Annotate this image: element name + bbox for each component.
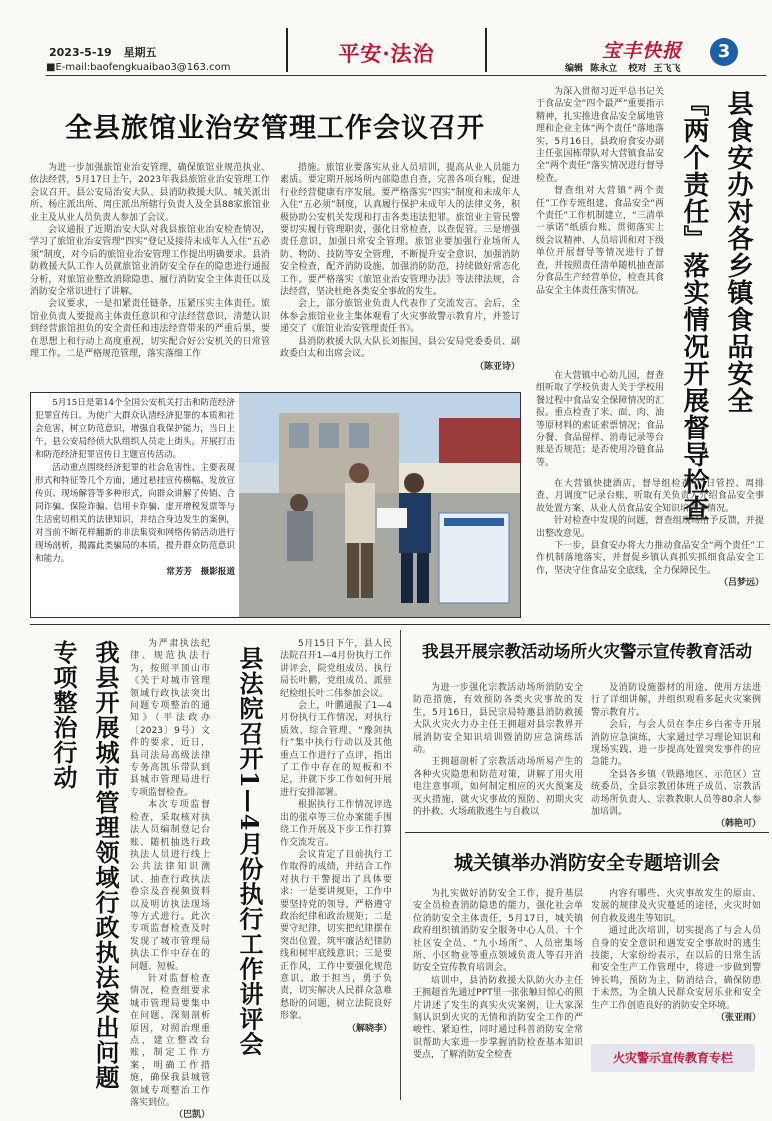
article-title-line2: 『两个责任』落实情况开展督导检查 — [679, 90, 709, 522]
article-byline: （解晓李） — [346, 1023, 392, 1034]
police-publicity-photo — [239, 393, 520, 617]
issue-date: 2023-5-19 — [49, 46, 112, 59]
article-religious-fire — [405, 630, 769, 850]
article-body-col1: 为进一步加强旅馆业治安管理，确保旅馆业规范执业、依法经营，5月17日上午，2023年我县旅馆业治安管理工作会议召开。县公安局治安大队、县消防救援大队、城关派出所、杨庄派出所、周庄派出所辖行负责人及全县88家旅馆业业主及从业人员负责人参加了会议。 会议通报了近期治安大队对我县旅馆业治安检查情况，学习了旅馆业治安管理“四实”登记及接待未成年人入住“五必须”制度，对今后的旅馆业治安管理工作提出明确要求。县消防救援大队工作人员就旅馆业消防安全存在的隐患进行通报分析，对旅馆业整改消除隐患、履行消防安全主体责任以及消防安全常识进行了讲解。 会议要求，一是扣紧责任链条，压紧压实主体责任。旅馆业负责人要提高主体责任意识和守法经营意识，清楚认识到经营旅馆担负的安全责任和违法经营带来的严重后果，要在思想上和行动上高度重视，切实配合好公安机关的日常管理工作。二是严格规范管理，落实落细工作 — [30, 163, 270, 360]
section-rule — [30, 624, 770, 625]
article-title: 我县开展宗教活动场所火灾警示宣传教育活动 — [422, 642, 752, 661]
article-body-col1: 为扎实做好消防安全工作，提升基层安全员检查消防隐患的能力，强化社会单位消防安全主体责任，5月17日，城关镇政府组织镇消防安全服务中心人员、十个社区安全员、“九小场所”、人员密集场所、小区物业等重点领域负责人等召开消防安全宣传教育培训会。 培训中，县消防救援大队防火办主任王拥超首先通过PPT里一张张触目惊心的照片讲述了发生的真实火灾案例，让大家深刻认识到火灾的无情和消防安全工作的严峻性、紧迫性，同时通过科普消防安全常识帮助大家进一步掌握消防检查基本知识要点，了解消防安全检查 — [413, 889, 583, 1061]
article-body-wide: 在大营镇快捷酒店，督导组检查了“日管控、周排查、月调度”记录台账，听取有关负责人介绍食品安全事故处置方案、从业人员食品安全知识培训等情况。 针对检查中发现的问题，督查组现场给予反馈，并提出整改意见。 下一步，县食安办将大力推动食品安全“两个责任”工作机制落地落实，并督促乡镇认真抓实抓细食品安全工作，坚决守住食品安全底线，全力保障民生。 （吕梦远） — [536, 479, 764, 589]
article-hotel-meeting — [30, 86, 520, 386]
section-rule — [405, 832, 769, 833]
article-byline: （张亚雨） — [715, 1013, 761, 1024]
article-title-line1: 县食安办对各乡镇食品安全 — [723, 90, 753, 414]
editor-credits: 编辑 陈永立 校对 王飞飞 — [565, 64, 681, 74]
column-rule — [400, 630, 401, 1100]
issue-weekday: 星期五 — [123, 46, 157, 59]
fire-column-banner: 火灾警示宣传教育专栏 — [591, 1044, 755, 1072]
masthead — [0, 0, 772, 80]
contact-email: ■E-mail:baofengkuaibao3@163.com — [46, 62, 231, 73]
article-body-cont: 在大营镇中心幼儿园，督查组听取了学校负责人关于学校用餐过程中食品安全保障情况的汇报。重点检查了米、面、肉、油等原材料的索证索票情况；食品分餐、食品留样、消毒记录等台账是否规范；是否使用冷链食品等。 — [536, 371, 664, 468]
article-body: 为深入贯彻习近平总书记关于食品安全“四个最严”重要指示精神，扎实推进食品安全属地管理和企业主体“两个责任”落地落实，5月16日，县政府食安办副主任张国栋带队对大营镇食品安全“两个责任”落实情况进行督导检查。 督查组对大营镇“两个责任”工作专班组建、食品安全“两个责任”工作机制建立，“三清单一承诺”纸质台账、贯彻落实上级会议精神、人员培训和对下级单位开展督导等情况进行了督查，并按照责任清单随机抽查部分食品生产经营单位，检查其食品安全主体责任落实情况。 — [536, 87, 664, 296]
article-city-management — [30, 630, 210, 1121]
article-body-col2: 措施。旅馆业要落实从业人员培训，提高从业人员能力素质。要定期开展场所内部隐患自查，完善各项台账，促进行业经营健康有序发展。要严格落实“四实”制度和未成年人入住“五必须”制度，认真履行保护未成年人的法律义务，积极协助公安机关发现和打击各类违法犯罪。旅馆业主管民警要切实履行管理职责，强化日常检查，以查促管。三是增强责任意识，加强日常安全管理。旅馆业要加强行业场所人防、物防、技防等安全管理，不断提升安全意识，加强消防安全检查，配齐消防设施，加强消防防范，持续做好常态化工作。要严格落实《旅馆业治安管理办法》等法律法规，合法经营，坚决杜绝各类安全事故的发生。 会上，部分旅馆业负责人代表作了交流发言。会后，全体参会旅馆业业主集体观看了火灾事故警示教育片，并签订递交了《旅馆业治安管理责任书》。 县消防救援大队大队长刘振国，县公安局党委委员、副政委白太和出席会议。 （陈亚诗） — [280, 163, 520, 372]
article-byline: （韩艳可） — [715, 819, 761, 830]
article-food-safety — [528, 86, 770, 716]
article-fire-training — [405, 836, 769, 1100]
article-byline: （陈亚诗） — [474, 361, 520, 372]
article-title: 城关镇举办消防安全专题培训会 — [453, 852, 720, 874]
article-byline: （吕梦远） — [718, 578, 764, 589]
header-rule — [46, 75, 766, 76]
article-body-col2: 及消防设施器材的用途、使用方法进行了详细讲解，并组织观看多起火灾案例警示教育片。 会后，与会人员在李庄乡白雀寺开展消防应急演练，大家通过学习理论知识和现场实践，进一步提高处置突发事件的应急能力。 全县各乡镇（铁路地区、示范区）宣统委员，全县宗教团体班子成员、宗教活动场所负责人、宗教教职人员等80余人参加培训。 （韩艳可） — [591, 683, 761, 830]
section-title: 平安·法治 — [338, 41, 435, 66]
article-body-col1: 为进一步强化宗教活动场所消防安全防范措施，有效预防各类火灾事故的发生，5月16日，县民宗局特邀县消防救援大队火灾火力办主任王拥超对县宗教界开展消防安全知识培训暨消防应急演练活动。 王拥超剖析了宗教活动场所易产生的各种火灾隐患和防范对策，讲解了用火用电注意事项，如何制定相应的灭火预案及灭火措施，就火灾事故的预防、初期火灾的扑救、火场疏散逃生与自救以 — [413, 683, 583, 818]
article-body: 为严肃执法纪律、规范执法行为，按照平顶山市《关于对城市管理领域行政执法突出问题专项整治的通知》（平法政办〔2023〕9号）文件的要求，近日，县司法局高级法律专务高凯乐带队到县城市管理局进行专项监督检查。 本次专项监督检查，采取核对执法人员编制登记台账、随机抽选行政执法人员进行线上公共法律知识测试、抽查行政执法卷宗及音视频资料以及明访执法现场等方式进行。此次专项监督检查及时发现了城市管理局执法工作中存在的问题、短板。 针对监督检查情况，检查组要求城市管理局要集中在问题、深刻剖析原因，对照治理重点，建立整改台账，制定工作方案，明确工作措施，确保我县城管领域专项整治工作落实到位。 （巴凯） — [130, 639, 210, 1121]
paper-logo: 宝丰快报 — [602, 40, 683, 62]
article-title-vertical: 县法院召开1—4月份执行工作讲评会 — [235, 646, 264, 1057]
photo-feature — [30, 392, 521, 618]
photo-caption: 5月15日是第14个全国公安机关打击和防范经济犯罪宣传日。为使广大群众认清经济犯罪的本质和社会危害，树立防范意识，增强自我保护能力，当日上午，县公安局经侦大队组织人员走上街头，开展打击和防范经济犯罪宣传日主题宣传活动。 活动重点围绕经济犯罪的社会危害性、主要表现形式和特征等几个方面，通过悬挂宣传横幅、发放宣传页、现场解答等多种形式，向群众讲解了传销、合同诈骗、保险诈骗、信用卡诈骗、虚开增税发票等与生活密切相关的法律知识，并结合身边发生的案例，对当前不断花样翻新的非法集资和网络传销活动进行现场剖析，揭露此类骗局的本质，提升群众防范意识和能力。 常芳芳 摄影报道 — [35, 398, 235, 577]
page-number-badge: 3 — [710, 38, 738, 66]
article-body-col2: 内容有哪些、火灾事故发生的原由、发展的规律及火灾蔓延的途径，火灾时如何自救及逃生等知识。 通过此次培训，切实提高了与会人员自身的安全意识和遇发安全事故时的逃生技能，大家纷纷表示，在以后的日常生活和安全生产工作管理中，将进一步做到警钟长鸣，预防为主，防消结合，确保防患于未然，为全镇人民群众安居乐业和安全生产工作创造良好的消防安全环境。 （张亚雨） — [591, 889, 761, 1024]
article-court-meeting — [214, 630, 394, 1100]
article-title: 全县旅馆业治安管理工作会议召开 — [65, 113, 485, 144]
header-divider — [485, 28, 487, 72]
article-body: 5月15日下午，县人民法院召开1—4月份执行工作讲评会，院党组成员、执行局长叶鹏，党组成员、派驻纪检组长叶二伟参加会议。 会上，叶鹏通报了1—4月份执行工作情况，对执行质效、综合管理、“豫剑执行”集中执行行动以及其他重点工作进行了点评，指出了工作中存在的短板和不足，并就下步工作如何开展进行安排部署。 根据执行工作情况评选出的张卓等三位办案能手围绕工作开展及下步工作打算作交流发言。 会议肯定了目前执行工作取得的成绩，并结合工作对执行干警提出了具体要求：一是要讲规矩，工作中要坚持党的领导，严格遵守政治纪律和政治规矩；二是要守纪律，切实把纪律摆在突出位置，筑牢廉洁纪律防线和树牢底线意识；三是要正作风，工作中要强化规范意识，敢于担当，勇于负责，切实解决人民群众急难愁盼的问题，树立法院良好形象。 （解晓李） — [280, 639, 392, 1034]
article-byline: （巴凯） — [173, 1110, 210, 1121]
article-title-vertical: 我县开展城市管理领域行政执法突出问题专项整治行动 — [49, 640, 120, 1090]
photo-credit: 常芳芳 摄影报道 — [166, 567, 235, 577]
